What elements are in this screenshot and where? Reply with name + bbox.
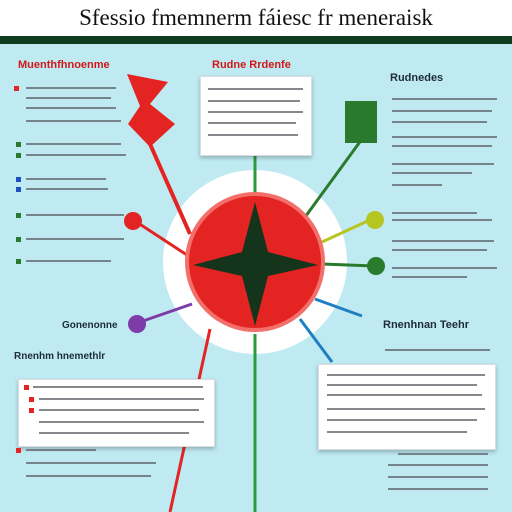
text-line [327, 431, 467, 433]
bullet-green [16, 237, 21, 242]
text-line [392, 240, 494, 242]
text-line [327, 419, 477, 421]
bottom-right-panel [318, 364, 496, 450]
bullet-green [16, 153, 21, 158]
title-bar [0, 0, 512, 44]
heading-left-low: Rnenhm hnemethlr [14, 351, 106, 362]
text-line [39, 421, 204, 423]
heading-top-right: Rudnedes [390, 72, 444, 84]
text-line [392, 184, 442, 186]
bullet-red [16, 448, 21, 453]
heading-top-center: Rudne Rrdenfe [212, 59, 291, 71]
page-title: Sfessio fmemnerm fáiesc fr meneraisk [0, 0, 512, 36]
text-line [392, 110, 492, 112]
text-line [26, 260, 111, 262]
green-node [367, 257, 385, 275]
bullet-green [16, 259, 21, 264]
red-arrow-head [127, 74, 175, 147]
text-line [26, 449, 96, 451]
text-line [26, 178, 106, 180]
bullet-red [29, 408, 34, 413]
green-square-node [345, 101, 377, 143]
heading-right-mid: Rnenhnan Teehr [383, 319, 469, 331]
connector-top-left [150, 144, 190, 234]
text-line [398, 453, 488, 455]
text-line [392, 98, 497, 100]
bullet-red [29, 397, 34, 402]
bullet-blue [16, 177, 21, 182]
connector-right-b [322, 264, 374, 266]
text-line [33, 386, 203, 388]
heading-mid-left: Gonenonne [62, 320, 118, 331]
diagram-canvas [0, 44, 512, 512]
bullet-red [14, 86, 19, 91]
purple-node [128, 315, 146, 333]
text-line [39, 398, 204, 400]
text-line [26, 462, 156, 464]
text-line [26, 214, 124, 216]
text-line [327, 384, 477, 386]
text-line [388, 476, 488, 478]
text-line [208, 88, 303, 90]
red-node [124, 212, 142, 230]
text-line [327, 394, 482, 396]
text-line [26, 154, 126, 156]
text-line [208, 122, 296, 124]
text-line [327, 408, 485, 410]
text-line [388, 488, 488, 490]
text-line [39, 409, 199, 411]
text-line [26, 120, 121, 122]
text-line [26, 87, 116, 89]
text-line [26, 475, 151, 477]
bullet-green [16, 213, 21, 218]
text-line [388, 464, 488, 466]
text-line [392, 276, 467, 278]
text-line [392, 267, 497, 269]
text-line [392, 121, 487, 123]
bullet-blue [16, 187, 21, 192]
text-line [26, 107, 116, 109]
top-center-panel [200, 76, 312, 156]
heading-top-left: Muenthfhnoenme [18, 59, 110, 71]
text-line [392, 219, 492, 221]
text-line [327, 374, 485, 376]
lime-node [366, 211, 384, 229]
text-line [392, 172, 472, 174]
bullet-red [24, 385, 29, 390]
text-line [26, 188, 108, 190]
text-line [392, 212, 477, 214]
text-line [208, 111, 303, 113]
bullet-green [16, 142, 21, 147]
text-line [26, 97, 111, 99]
bottom-left-panel [18, 379, 215, 447]
text-line [39, 432, 189, 434]
text-line [208, 100, 300, 102]
text-line [208, 134, 298, 136]
text-line [385, 349, 490, 351]
text-line [392, 145, 492, 147]
text-line [392, 163, 494, 165]
text-line [26, 143, 121, 145]
text-line [392, 249, 487, 251]
text-line [392, 136, 497, 138]
text-line [26, 238, 124, 240]
